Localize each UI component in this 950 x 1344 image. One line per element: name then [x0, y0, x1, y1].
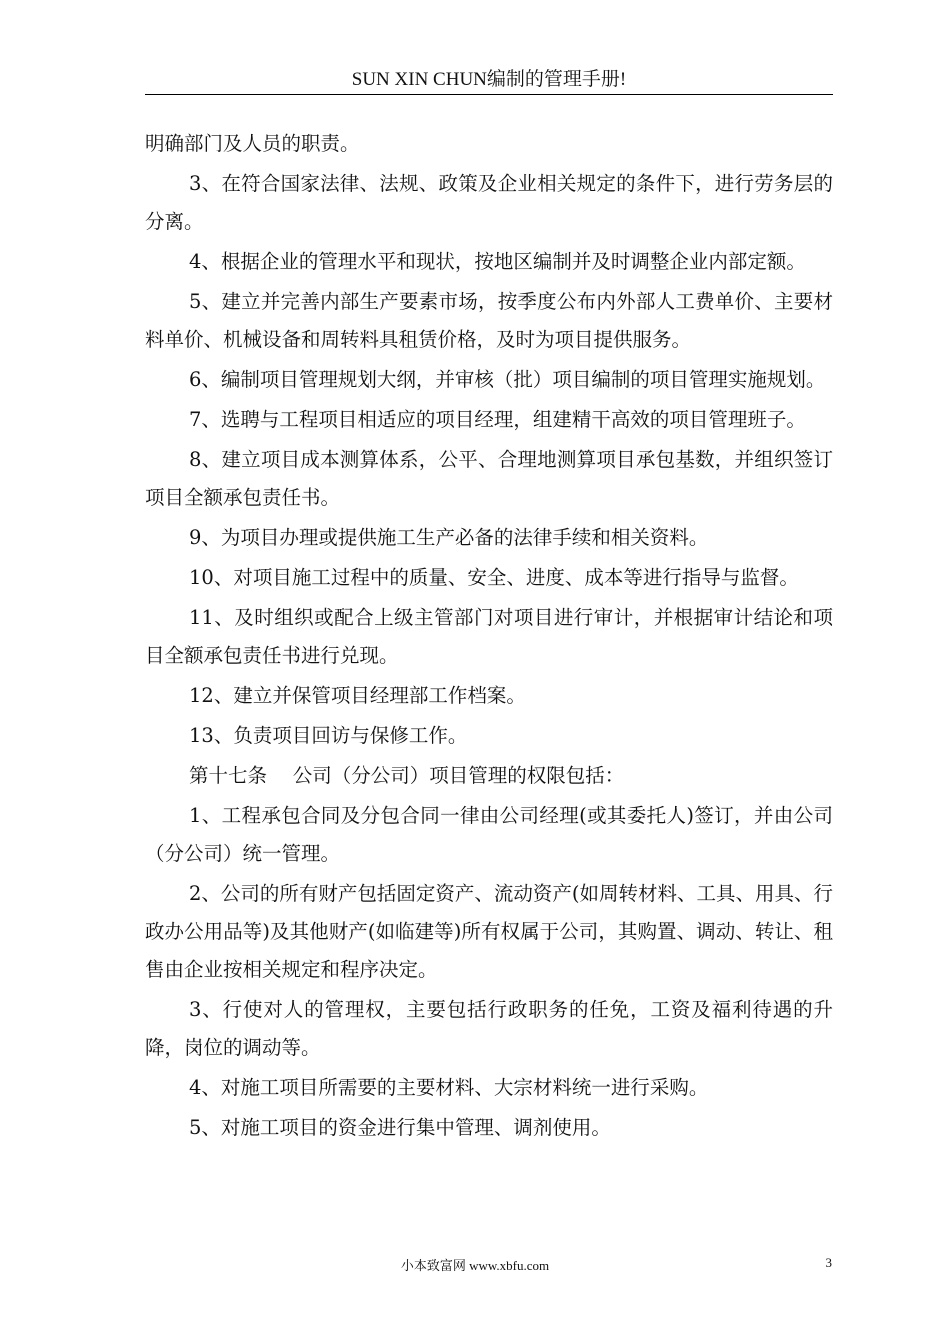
paragraph: 5、对施工项目的资金进行集中管理、调剂使用。: [189, 1116, 611, 1139]
header-divider: [145, 94, 833, 95]
article-heading: 第十七条 公司（分公司）项目管理的权限包括：: [189, 764, 625, 787]
page-header-title: SUN XIN CHUN编制的管理手册!: [351, 69, 627, 90]
paragraph: 11、及时组织或配合上级主管部门对项目进行审计，并根据审计结论和项目全额承包责任书进行兑现。: [145, 606, 833, 667]
document-body: [145, 125, 833, 1149]
paragraph: 6、编制项目管理规划大纲，并审核（批）项目编制的项目管理实施规划。: [189, 368, 826, 391]
paragraph: 13、负责项目回访与保修工作。: [189, 724, 468, 747]
paragraph: 10、对项目施工过程中的质量、安全、进度、成本等进行指导与监督。: [189, 566, 799, 589]
paragraph: 2、公司的所有财产包括固定资产、流动资产(如周转材料、工具、用具、行政办公用品等)及其他财产(如临建等)所有权属于公司，其购置、调动、转让、租售由企业按相关规定和程序决定。: [145, 882, 834, 981]
paragraph: 3、在符合国家法律、法规、政策及企业相关规定的条件下，进行劳务层的分离。: [145, 172, 833, 233]
paragraph: 4、对施工项目所需要的主要材料、大宗材料统一进行采购。: [189, 1076, 709, 1099]
paragraph: 4、根据企业的管理水平和现状，按地区编制并及时调整企业内部定额。: [189, 250, 806, 273]
paragraph: 8、建立项目成本测算体系，公平、合理地测算项目承包基数，并组织签订项目全额承包责任书。: [145, 448, 833, 509]
paragraph: 明确部门及人员的职责。: [145, 132, 360, 155]
footer-site-text: 小本致富网 www.xbfu.com: [400, 1258, 550, 1273]
page-number: 3: [825, 1255, 832, 1270]
paragraph: 9、为项目办理或提供施工生产必备的法律手续和相关资料。: [189, 526, 709, 549]
paragraph: 3、行使对人的管理权，主要包括行政职务的任免，工资及福利待遇的升降，岗位的调动等。: [145, 998, 833, 1059]
paragraph: 7、选聘与工程项目相适应的项目经理，组建精干高效的项目管理班子。: [189, 408, 806, 431]
paragraph: 12、建立并保管项目经理部工作档案。: [189, 684, 526, 707]
paragraph: 1、工程承包合同及分包合同一律由公司经理(或其委托人)签订，并由公司（分公司）统一管理。: [145, 804, 833, 865]
paragraph: 5、建立并完善内部生产要素市场，按季度公布内外部人工费单价、主要材料单价、机械设备和周转料具租赁价格，及时为项目提供服务。: [145, 290, 833, 351]
